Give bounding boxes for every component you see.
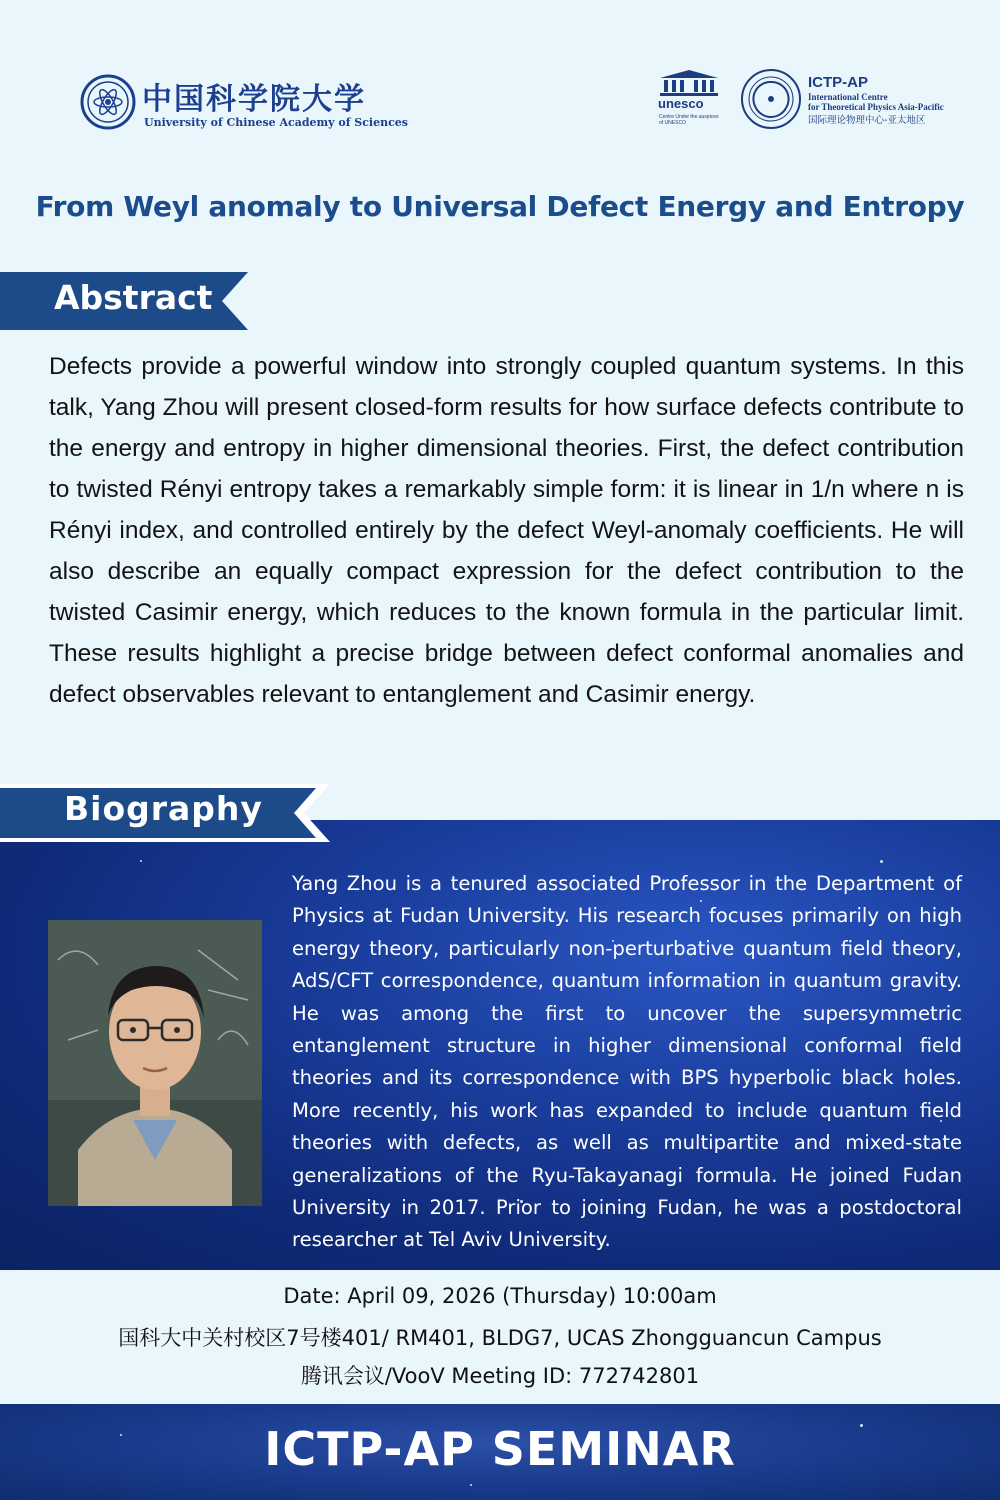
ucas-english-name: University of Chinese Academy of Sciences (144, 116, 408, 129)
star-decoration (880, 860, 883, 863)
ucas-logo (80, 72, 408, 134)
ucas-chinese-name: 中国科学院大学 (142, 82, 366, 117)
ictp-emblem-icon (740, 68, 802, 130)
star-decoration (470, 1484, 472, 1486)
ictp-ap-logo (740, 68, 950, 130)
unesco-logo (658, 70, 724, 140)
abstract-heading: Abstract (54, 278, 213, 317)
ictp-chinese-name: 国际理论物理中心-亚太地区 (808, 115, 926, 126)
ictp-subtitle-line1: International Centre (808, 92, 888, 102)
event-meeting-id: 腾讯会议/VooV Meeting ID: 772742801 (300, 1364, 700, 1388)
biography-heading: Biography (64, 789, 263, 828)
abstract-text: Defects provide a powerful window into strongly coupled quantum systems. In this talk, Yang Zhou will present closed-form results for how surface defects contribute to the energy and entropy in higher dimensional theories. First, the defect contribution to twisted Rényi entropy takes a remarkably simple form: it is linear in 1/n where n is Rényi index, and controlled entirely by the defect Weyl-anomaly coefficients. He will also describe an equally compact expression for the defect contribution to the twisted Casimir energy, which reduces to the known formula in the particular limit. These results highlight a precise bridge between defect conformal anomalies and defect observables relevant to entanglement and Casimir energy. (49, 353, 964, 708)
unesco-wordmark: unesco (658, 96, 704, 111)
seminar-footer (0, 1404, 1000, 1500)
biography-text: Yang Zhou is a tenured associated Professor in the Department of Physics at Fudan University. His research focuses primarily on high energy theory, particularly non-perturbative quantum field theory, AdS/CFT correspondence, quantum information in quantum gravity. He was among the first to uncover the supersymmetric entanglement structure in higher dimensional conformal field theories and its correspondence with BPS hyperbolic black holes. More recently, his work has expanded to include quantum field theories with defects, as well as multipartite and mixed-state generalizations of the Ryu-Takayanagi formula. He joined Fudan University in 2017. Prior to joining Fudan, he was a postdoctoral researcher at Tel Aviv University. (292, 872, 962, 1252)
star-decoration (140, 860, 142, 862)
ictp-ap-wordmark: ICTP-AP (808, 74, 868, 91)
seminar-series-title: ICTP-AP SEMINAR (264, 1422, 736, 1476)
unesco-caption: Centre Under the auspices of UNESCO (659, 114, 719, 126)
ucas-emblem-icon (80, 74, 136, 130)
speaker-photo (48, 920, 262, 1206)
event-date: Date: April 09, 2026 (Thursday) 10:00am (283, 1284, 717, 1308)
abstract-banner (0, 272, 260, 330)
unesco-temple-icon (658, 70, 720, 96)
ictp-subtitle-line2: for Theoretical Physics Asia-Pacific (808, 102, 944, 112)
event-venue: 国科大中关村校区7号楼401/ RM401, BLDG7, UCAS Zhongguancun Campus (118, 1326, 882, 1350)
talk-title: From Weyl anomaly to Universal Defect Energy and Entropy (35, 190, 965, 223)
biography-banner (0, 784, 350, 842)
